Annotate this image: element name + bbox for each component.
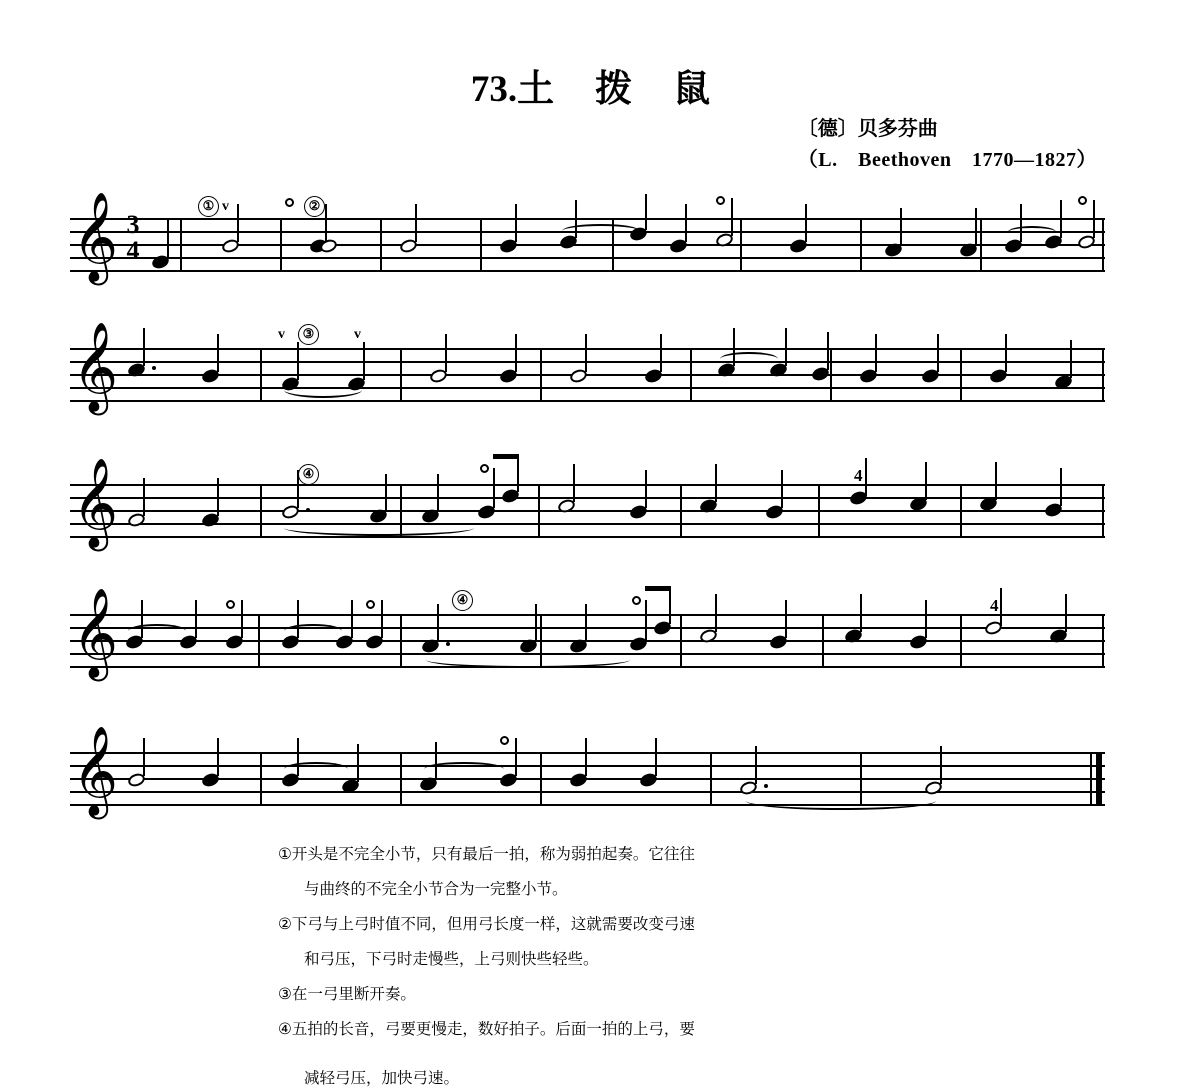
finger-marking-4: 4 (990, 596, 999, 615)
time-sig-bottom: 4 (126, 236, 140, 265)
page-title (0, 58, 1183, 112)
footnote-item: 和弓压，下弓时走慢些，上弓则快些轻些。 (304, 950, 599, 968)
slur (284, 520, 474, 536)
composer-line-2: （L. Beethoven 1770—1827） (797, 149, 1097, 171)
staff-lines (70, 484, 1105, 540)
slur (562, 224, 640, 238)
staff-lines (70, 752, 1105, 808)
footnotes-block (278, 838, 978, 1048)
composer-block (798, 114, 1097, 176)
footnote-item: ①开头是不完全小节，只有最后一拍，称为弱拍起奏。它往往 (278, 845, 695, 863)
staff-system-5 (70, 726, 1105, 816)
open-string-marking (366, 600, 375, 609)
footnote-item-clipped: 减轻弓压，加快弓速。 (304, 1069, 460, 1087)
open-string-marking (632, 596, 641, 605)
staff-lines (70, 348, 1105, 404)
slur (720, 352, 778, 366)
footnote-item: ③在一弓里断开奏。 (278, 985, 416, 1003)
marking-circled-4: ④ (452, 590, 473, 611)
marking-circled-4: ④ (298, 464, 319, 485)
open-string-marking (285, 198, 294, 207)
marking-circled-1: ① (198, 196, 219, 217)
slur (746, 792, 936, 810)
treble-clef-icon: 𝄞 (72, 458, 119, 548)
open-string-marking (716, 196, 725, 205)
composer-line-1: 〔德〕贝多芬曲 (797, 118, 938, 140)
staff-system-1 (70, 192, 1105, 282)
slur (1008, 226, 1056, 238)
marking-circled-2: ② (304, 196, 325, 217)
treble-clef-icon: 𝄞 (72, 192, 119, 282)
bow-up-sign: v (222, 199, 229, 214)
slur (284, 624, 342, 638)
open-string-marking (226, 600, 235, 609)
slur (128, 624, 186, 638)
bow-up-sign: v (278, 327, 285, 342)
staff-system-2 (70, 322, 1105, 412)
bow-up-sign: v (354, 327, 361, 342)
staff-system-4 (70, 588, 1105, 678)
treble-clef-icon: 𝄞 (72, 588, 119, 678)
title-number: 73. (470, 69, 518, 110)
treble-clef-icon: 𝄞 (72, 726, 119, 816)
open-string-marking (500, 736, 509, 745)
finger-marking-4: 4 (854, 466, 863, 485)
footnote-item: 与曲终的不完全小节合为一完整小节。 (304, 880, 568, 898)
footnote-item: ④五拍的长音，弓要更慢走，数好拍子。后面一拍的上弓，要 (278, 1020, 695, 1038)
slur (284, 382, 362, 398)
slur (424, 762, 504, 776)
footnote-item: ②下弓与上弓时值不同，但用弓长度一样，这就需要改变弓速 (278, 915, 695, 933)
time-sig-top: 3 (126, 210, 140, 239)
time-signature (122, 212, 144, 264)
open-string-marking (1078, 196, 1087, 205)
treble-clef-icon: 𝄞 (72, 322, 119, 412)
title-text: 土 拨 鼠 (517, 69, 713, 110)
open-string-marking (480, 464, 489, 473)
marking-circled-3: ③ (298, 324, 319, 345)
slur (284, 762, 348, 776)
slur (426, 652, 630, 668)
staff-system-3 (70, 458, 1105, 548)
